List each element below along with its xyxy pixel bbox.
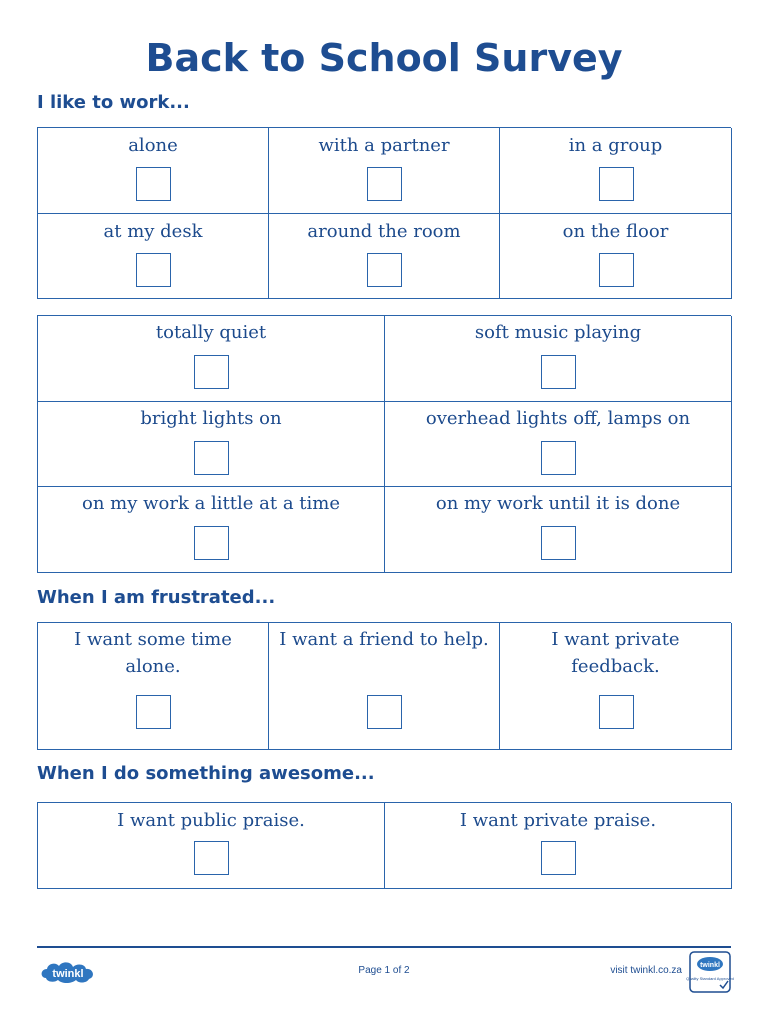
checkbox[interactable] (541, 841, 576, 875)
section-heading-awesome: When I do something awesome... (37, 763, 375, 784)
checkbox[interactable] (194, 441, 229, 475)
checkbox[interactable] (367, 167, 402, 201)
website-link[interactable]: visit twinkl.co.za (610, 965, 682, 976)
checkbox[interactable] (194, 841, 229, 875)
option-cell (269, 128, 500, 214)
checkbox[interactable] (541, 441, 576, 475)
option-label: I want private praise. (459, 810, 657, 831)
environment-preference-grid (37, 315, 731, 573)
option-label: on the floor (562, 220, 669, 242)
option-cell (38, 128, 269, 214)
option-cell (38, 623, 269, 750)
option-label: I want a friend to help. (279, 629, 489, 650)
option-label: I want public praise. (117, 810, 305, 831)
work-preference-grid (37, 127, 731, 299)
logo-text: twinkl (52, 968, 84, 980)
option-cell (269, 623, 500, 750)
checkbox[interactable] (136, 253, 171, 287)
option-cell (500, 623, 732, 750)
option-label: bright lights on (140, 407, 282, 429)
checkbox[interactable] (599, 695, 634, 729)
badge-brand: twinkl (700, 962, 720, 969)
option-cell (385, 487, 732, 573)
page-number: Page 1 of 2 (358, 965, 410, 976)
option-label: overhead lights off, lamps on (425, 407, 691, 429)
option-label: on my work a little at a time (81, 493, 340, 515)
option-cell (38, 316, 385, 402)
option-cell (38, 214, 269, 300)
option-cell (38, 402, 385, 488)
option-label: in a group (568, 135, 663, 156)
option-label: with a partner (318, 135, 450, 156)
option-cell (38, 487, 385, 573)
option-cell (385, 402, 732, 488)
praise-preference-grid (37, 802, 731, 889)
page-title: Back to School Survey (145, 36, 623, 80)
option-cell (385, 316, 732, 402)
checkbox[interactable] (367, 695, 402, 729)
checkbox[interactable] (541, 355, 576, 389)
checkbox[interactable] (136, 167, 171, 201)
option-label: alone (128, 135, 178, 156)
badge-text: Quality Standard Approved (686, 976, 734, 981)
option-cell (269, 214, 500, 300)
option-cell (38, 803, 385, 889)
checkbox[interactable] (194, 526, 229, 560)
option-label: on my work until it is done (435, 493, 681, 515)
option-label: totally quiet (155, 322, 267, 343)
option-label: around the room (307, 220, 461, 242)
checkbox[interactable] (599, 167, 634, 201)
frustrated-preference-grid (37, 622, 731, 750)
option-label: I want some time alone. (74, 629, 232, 677)
footer-divider (37, 946, 731, 948)
section-heading-work: I like to work... (37, 92, 190, 113)
checkbox[interactable] (194, 355, 229, 389)
option-label: I want private feedback. (551, 629, 680, 677)
checkbox[interactable] (599, 253, 634, 287)
checkbox[interactable] (367, 253, 402, 287)
option-cell (500, 214, 732, 300)
quality-badge-icon (686, 951, 734, 993)
checkbox[interactable] (136, 695, 171, 729)
checkbox[interactable] (541, 526, 576, 560)
option-label: at my desk (103, 220, 203, 242)
section-heading-frustrated: When I am frustrated... (37, 587, 276, 608)
option-cell (385, 803, 732, 889)
option-cell (500, 128, 732, 214)
option-label: soft music playing (474, 322, 642, 343)
